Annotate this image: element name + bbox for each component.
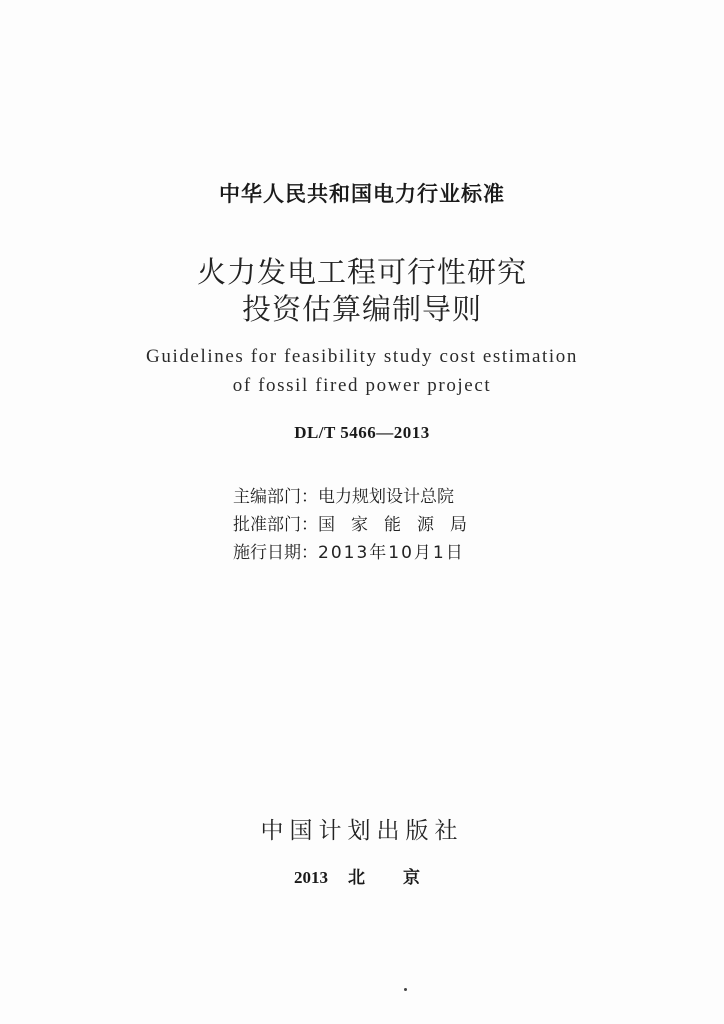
approver-label: 批准部门： — [233, 515, 318, 535]
editor-row — [233, 482, 454, 507]
approver-value: 国家能源局 — [318, 515, 483, 535]
standard-code: DL/T 5466—2013 — [294, 423, 430, 442]
publication-line — [294, 863, 458, 888]
scan-speck — [404, 988, 407, 991]
publication-year: 2013 — [294, 868, 328, 887]
effective-date-row — [233, 538, 465, 563]
publisher: 中国计划出版社 — [260, 818, 464, 844]
standard-header: 中华人民共和国电力行业标准 — [219, 182, 505, 206]
approver-row — [233, 510, 483, 535]
title-en-line-2: of fossil fired power project — [232, 375, 492, 396]
title-en-line-1: Guidelines for feasibility study cost estimation — [146, 346, 578, 367]
title-cn-line-2: 投资估算编制导则 — [241, 292, 482, 326]
effective-label: 施行日期： — [233, 543, 318, 563]
editor-label: 主编部门： — [233, 487, 318, 507]
editor-value: 电力规划设计总院 — [318, 487, 454, 507]
effective-value: 2013年10月1日 — [318, 543, 465, 563]
publication-city: 北京 — [348, 868, 458, 888]
title-cn-line-1: 火力发电工程可行性研究 — [196, 255, 527, 289]
